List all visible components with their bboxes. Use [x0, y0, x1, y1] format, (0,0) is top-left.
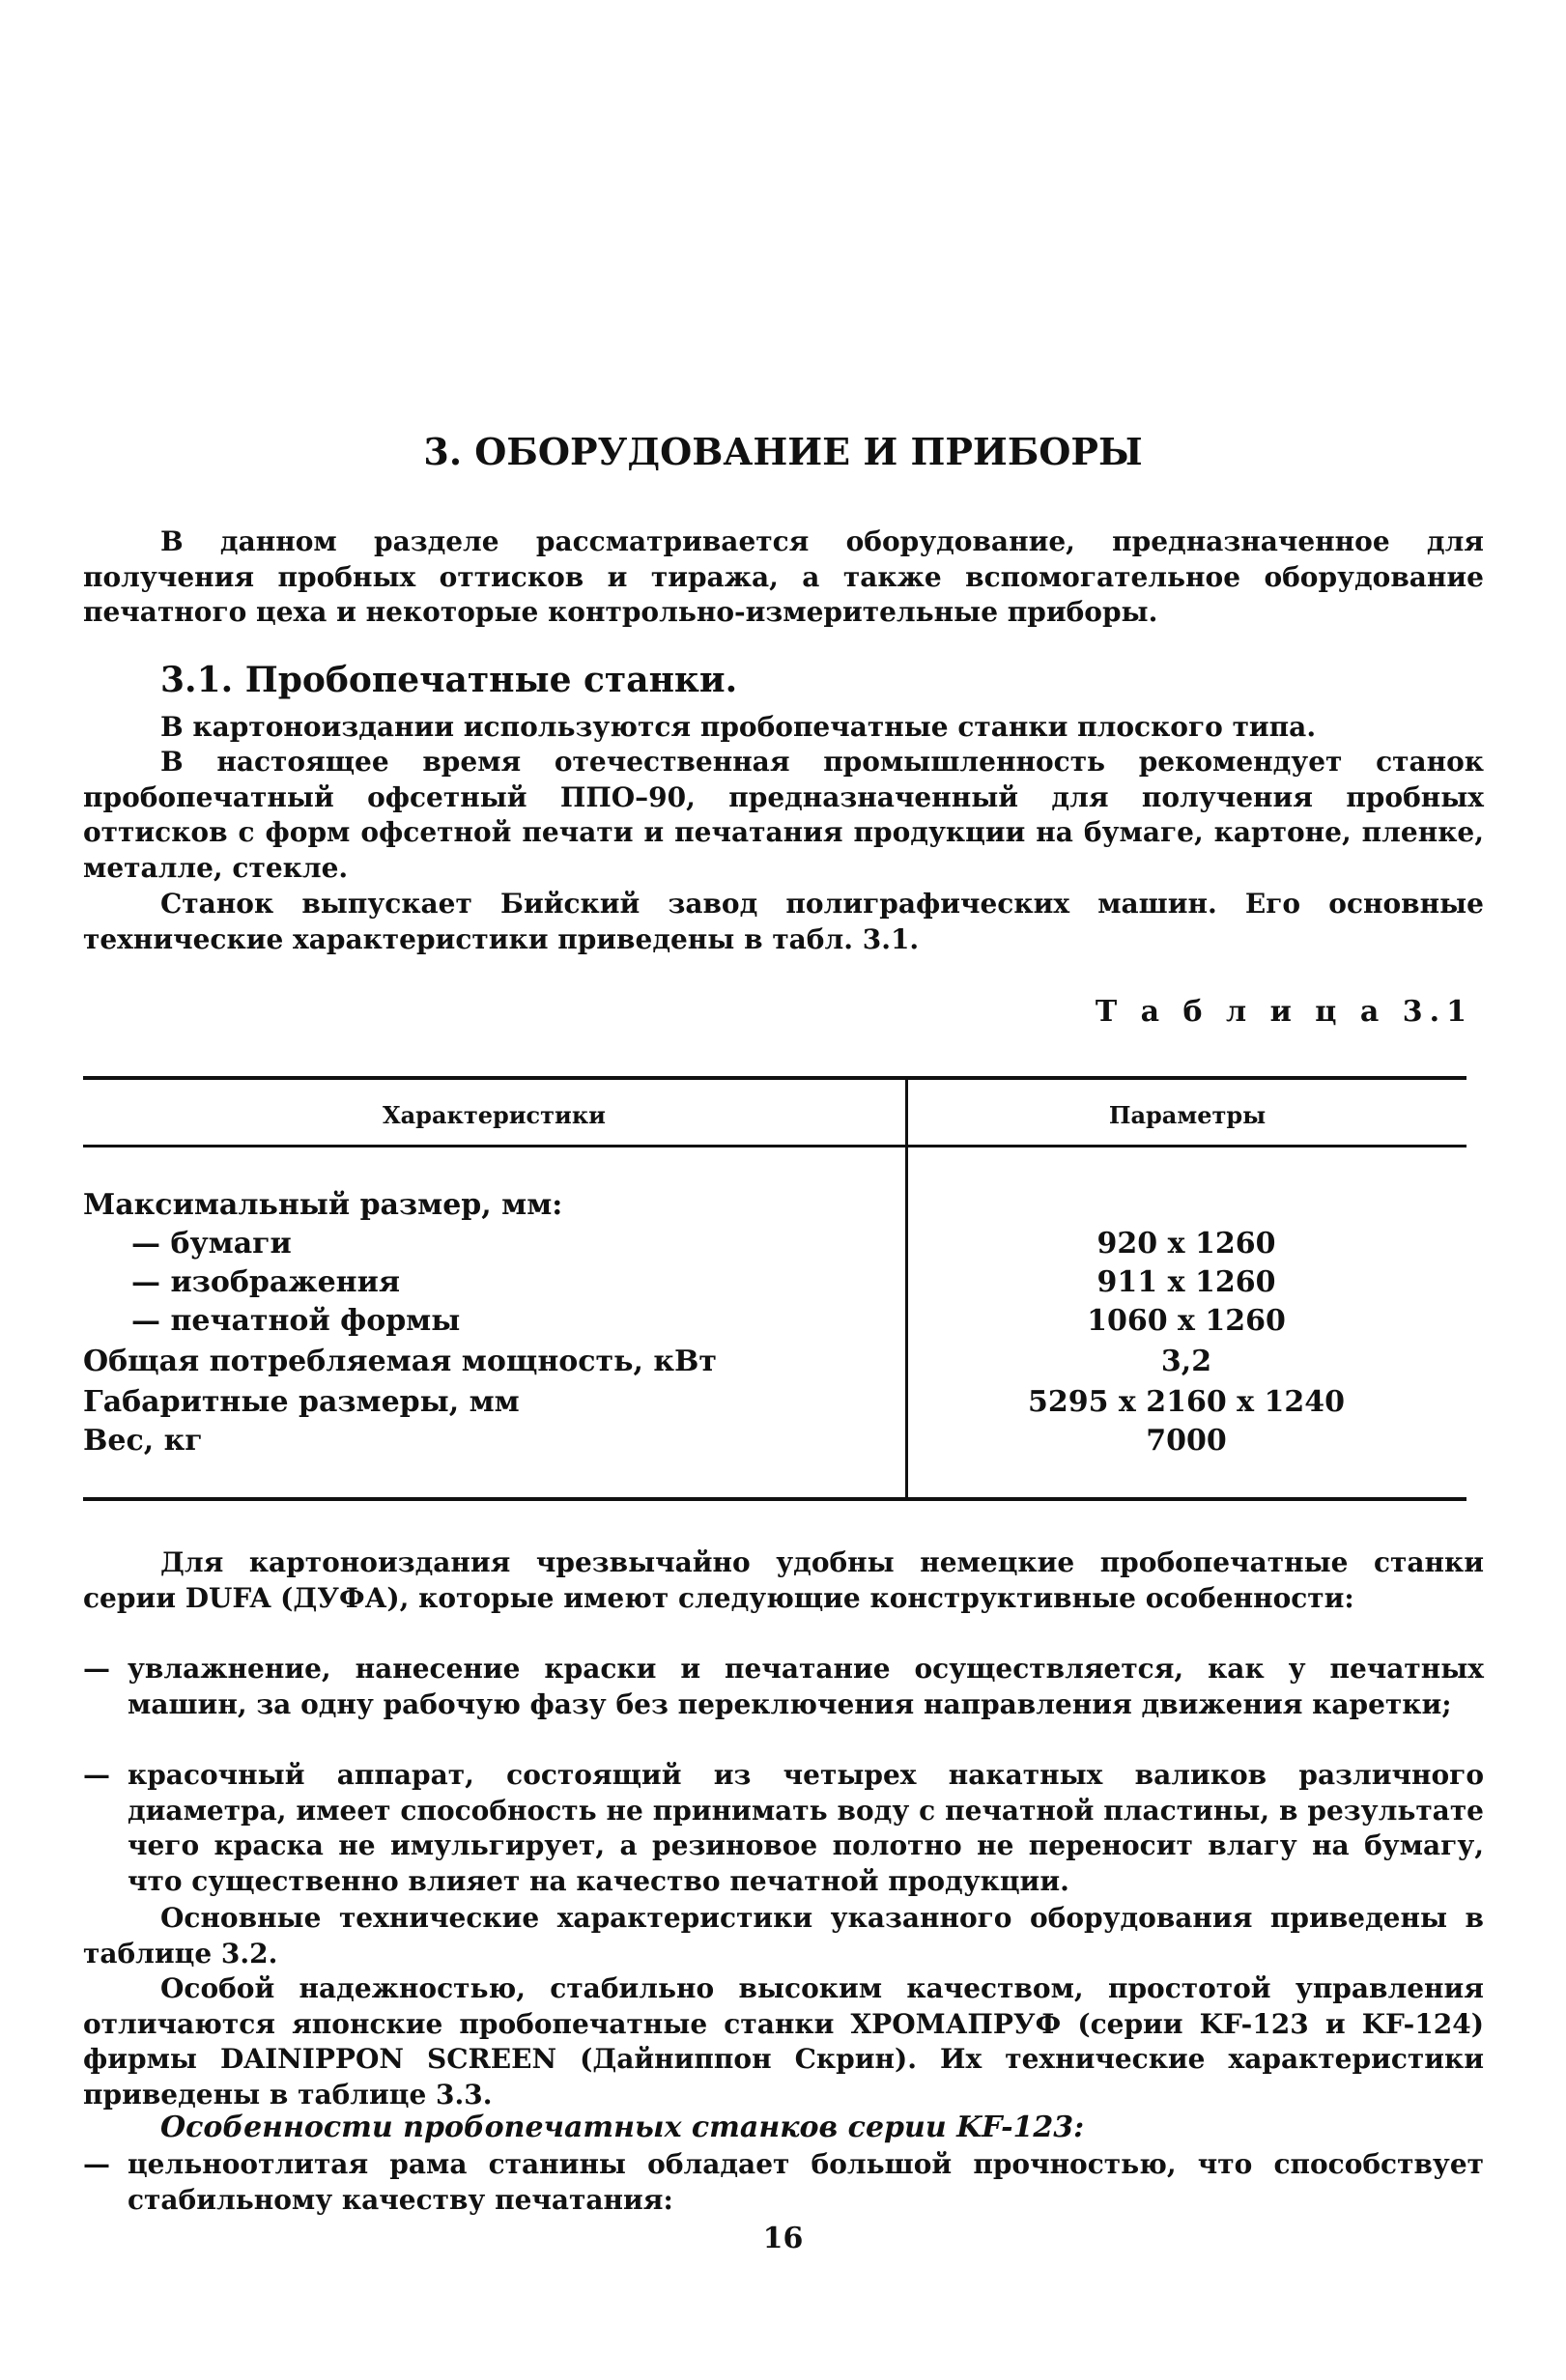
intro-paragraph: [83, 524, 1484, 631]
list-item: [83, 1652, 1484, 1722]
paragraph-4: [83, 1545, 1484, 1616]
table-row: [83, 1227, 1466, 1265]
list-item-text: красочный аппарат, состоящий из четырех накатных валиков различного диаметра, имеет способность не принимать воду с печатной пластины, в результате чего краска не имульгирует, а резиновое полотно не переносит влагу на бумагу, что существенно влияет на качество печатной продукции.: [128, 1759, 1484, 1897]
table-header-characteristics: Характеристики: [383, 1101, 606, 1129]
row-label: Общая потребляемая мощность, кВт: [83, 1345, 718, 1378]
paragraph-1-text: В картоноиздании используются пробопечатные станки плоского типа.: [160, 711, 1317, 743]
list-item: [83, 1758, 1484, 1899]
row-value: 1060 x 1260: [1087, 1304, 1286, 1338]
dash-marker: —: [83, 2148, 110, 2180]
paragraph-4-text: Для картоноиздания чрезвычайно удобны немецкие пробопечатные станки серии DUFA (ДУФА), которые имеют следующие конструктивные особенности:: [83, 1546, 1484, 1614]
list-item: [83, 2147, 1484, 2218]
table-row: [83, 1345, 1466, 1383]
table-bottom-rule: [83, 1497, 1466, 1501]
chapter-title: 3. ОБОРУДОВАНИЕ И ПРИБОРЫ: [423, 430, 1143, 473]
paragraph-6-text: Особой надежностью, стабильно высоким качеством, простотой управления отличаются японские пробопечатные станки ХРОМАПРУФ (серии KF-123 и KF-124) фирмы DAINIPPON SCREEN (Дайниппон Скрин). Их технические характеристики приведены в таблице 3.3.: [83, 1972, 1484, 2111]
row-value: 5295 x 2160 x 1240: [1027, 1385, 1346, 1419]
table-top-rule: [83, 1076, 1466, 1080]
list-item-text: увлажнение, нанесение краски и печатание осуществляется, как у печатных машин, за одну рабочую фазу без переключения направления движения каретки;: [128, 1653, 1484, 1720]
row-label: Максимальный размер, мм:: [83, 1188, 563, 1222]
row-value: 3,2: [1160, 1345, 1212, 1378]
row-value: 911 x 1260: [1096, 1265, 1276, 1299]
paragraph-2-text: В настоящее время отечественная промышленность рекомендует станок пробопечатный офсетный ППО–90, предназначенный для получения пробных оттисков с форм офсетной печати и печатания продукции на бумаге, картоне, пленке, металле, стекле.: [83, 746, 1484, 884]
dash-marker: —: [83, 1653, 110, 1685]
table-header-parameters: Параметры: [1108, 1101, 1267, 1129]
table-label: Т а б л и ц а 3.1: [1095, 995, 1473, 1029]
row-label: — изображения: [131, 1265, 401, 1299]
row-value: 920 x 1260: [1096, 1227, 1276, 1261]
section-title: 3.1. Пробопечатные станки.: [160, 660, 738, 700]
dash-marker: —: [83, 1759, 110, 1791]
row-label: — печатной формы: [131, 1304, 461, 1338]
table-row: [83, 1385, 1466, 1424]
paragraph-1: [83, 710, 1484, 746]
paragraph-5-text: Основные технические характеристики указанного оборудования приведены в таблице 3.2.: [83, 1902, 1484, 1969]
table-row: [83, 1424, 1466, 1462]
row-value: 7000: [1146, 1424, 1227, 1458]
row-label: — бумаги: [131, 1227, 292, 1261]
table-row: [83, 1304, 1466, 1343]
paragraph-5: [83, 1901, 1484, 1971]
page-number: 16: [762, 2222, 804, 2255]
paragraph-3-text: Станок выпускает Бийский завод полиграфических машин. Его основные технические характеристики приведены в табл. 3.1.: [83, 888, 1484, 955]
intro-text: В данном разделе рассматривается оборудование, предназначенное для получения пробных оттисков и тиража, а также вспомогательное оборудование печатного цеха и некоторые контрольно-измерительные приборы.: [83, 525, 1484, 628]
paragraph-3: [83, 887, 1484, 957]
table-row: [83, 1188, 1466, 1227]
list-item-text: цельноотлитая рама станины обладает большой прочностью, что способствует стабильному качеству печатания:: [128, 2148, 1484, 2216]
table-row: [83, 1265, 1466, 1304]
paragraph-2: [83, 745, 1484, 886]
row-label: Вес, кг: [83, 1424, 203, 1458]
table-header-rule: [83, 1145, 1466, 1148]
row-label: Габаритные размеры, мм: [83, 1385, 520, 1419]
italic-heading: Особенности пробопечатных станков серии KF-123:: [160, 2111, 1085, 2144]
paragraph-6: [83, 1971, 1484, 2112]
